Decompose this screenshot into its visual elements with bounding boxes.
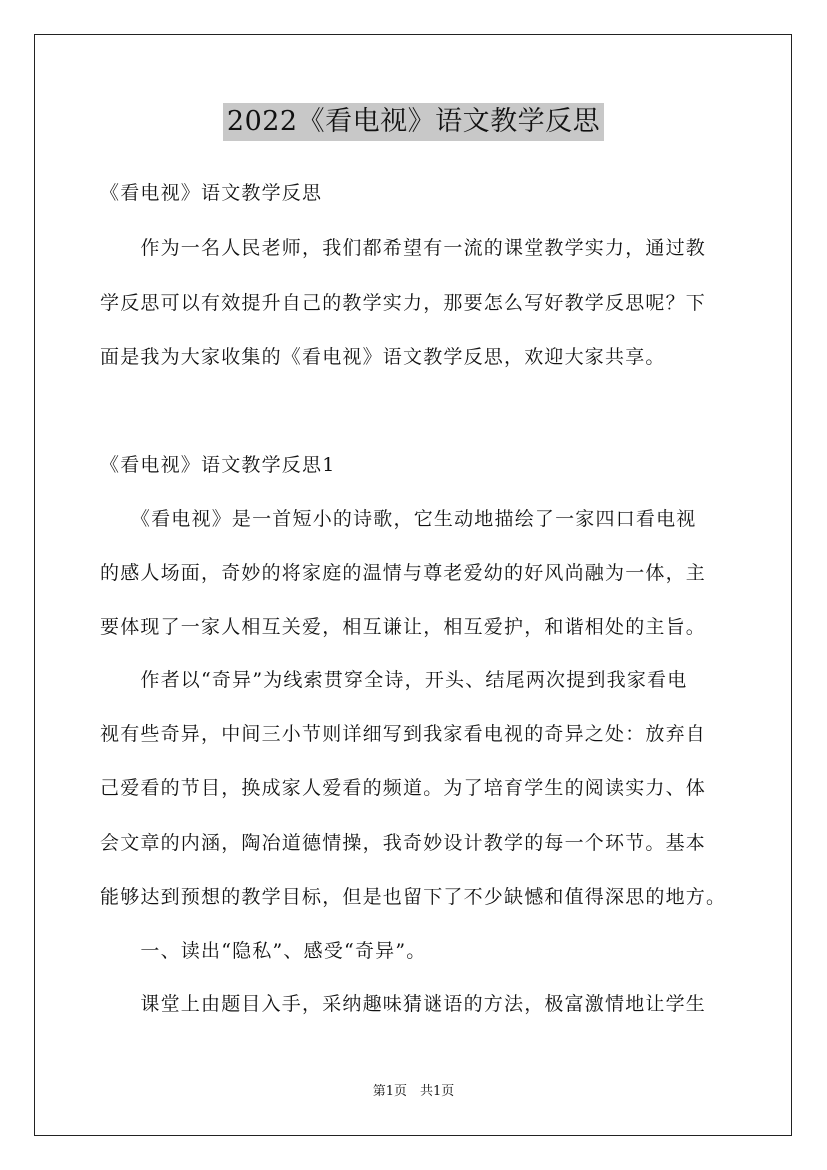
body-line: 作为一名人民老师，我们都希望有一流的课堂教学实力，通过教	[100, 237, 707, 259]
body-line: 《看电视》是一首短小的诗歌，它生动地描绘了一家四口看电视	[100, 508, 697, 530]
body-line: 学反思可以有效提升自己的教学实力，那要怎么写好教学反思呢？下	[100, 292, 707, 314]
document-title: 2022《看电视》语文教学反思	[223, 103, 604, 141]
body-line: 课堂上由题目入手，采纳趣味猜谜语的方法，极富激情地让学生	[100, 993, 707, 1015]
body-line: 一、读出“隐私”、感受“奇异”。	[100, 940, 427, 962]
body-line: 要体现了一家人相互关爱，相互谦让，相互爱护，和谐相处的主旨。	[100, 616, 707, 638]
page-footer: 第1页 共1页	[372, 1084, 455, 1099]
body-line: 面是我为大家收集的《看电视》语文教学反思，欢迎大家共享。	[100, 346, 666, 368]
body-line: 作者以“奇异”为线索贯穿全诗，开头、结尾两次提到我家看电	[100, 669, 688, 691]
title-container	[0, 103, 827, 141]
section-heading: 《看电视》语文教学反思1	[100, 454, 336, 476]
body-line: 能够达到预想的教学目标，但是也留下了不少缺憾和值得深思的地方。	[100, 886, 727, 908]
subtitle-line: 《看电视》语文教学反思	[100, 182, 323, 204]
body-line: 会文章的内涵，陶冶道德情操，我奇妙设计教学的每一个环节。基本	[100, 832, 707, 854]
body-line: 视有些奇异，中间三小节则详细写到我家看电视的奇异之处：放弃自	[100, 723, 707, 745]
body-line: 己爱看的节目，换成家人爱看的频道。为了培育学生的阅读实力、体	[100, 777, 707, 799]
body-line: 的感人场面，奇妙的将家庭的温情与尊老爱幼的好风尚融为一体，主	[100, 562, 707, 584]
